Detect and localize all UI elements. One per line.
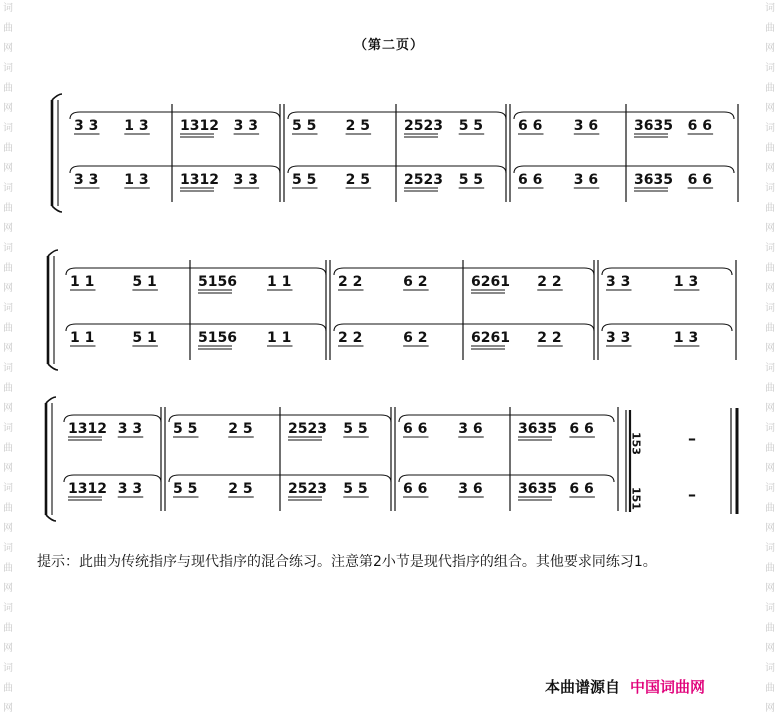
watermark-char: 词 xyxy=(3,363,13,374)
lower-note-group: 2 5 xyxy=(228,481,253,497)
watermark-char: 曲 xyxy=(765,83,775,94)
final-chord-lower: 151 xyxy=(629,487,643,510)
bracket-hook xyxy=(48,364,58,370)
watermark-char: 曲 xyxy=(765,383,775,394)
upper-note-group: 6 6 xyxy=(687,118,712,134)
watermark-char: 网 xyxy=(3,343,13,354)
watermark-char: 网 xyxy=(3,223,13,234)
watermark-char: 网 xyxy=(3,703,13,714)
watermark-char: 词 xyxy=(3,423,13,434)
upper-note-group: 2 2 xyxy=(537,274,562,290)
upper-note-group: 2523 xyxy=(288,421,327,437)
watermark-char: 曲 xyxy=(3,203,13,214)
lower-note-group: 5156 xyxy=(198,330,237,346)
watermark-char: 曲 xyxy=(3,83,13,94)
lower-note-group: 5 1 xyxy=(132,330,157,346)
watermark-char: 曲 xyxy=(3,623,13,634)
source-label: 本曲谱源自 xyxy=(545,678,621,696)
lower-note-group: 1 3 xyxy=(124,172,149,188)
upper-note-group: 2 2 xyxy=(338,274,363,290)
upper-note-group: 3 3 xyxy=(606,274,631,290)
watermark-char: 词 xyxy=(765,183,775,194)
watermark-char: 曲 xyxy=(3,23,13,34)
lower-note-group: 3 3 xyxy=(74,172,99,188)
upper-note-group: 5 5 xyxy=(458,118,484,134)
upper-note-group: 6 6 xyxy=(403,421,428,437)
watermark-char: 网 xyxy=(3,403,13,414)
watermark-char: 网 xyxy=(3,523,13,534)
watermark-char: 网 xyxy=(765,523,775,534)
watermark-char: 网 xyxy=(765,583,775,594)
upper-note-group: 5 5 xyxy=(173,421,198,437)
upper-note-group: 3635 xyxy=(634,118,673,134)
watermark-char: 曲 xyxy=(3,323,13,334)
lower-note-group: 5 5 xyxy=(458,172,484,188)
lower-note-group: 5 5 xyxy=(292,172,317,188)
bracket-hook xyxy=(52,206,62,212)
lower-note-group: 3 6 xyxy=(573,172,599,188)
source-credit xyxy=(545,676,705,697)
upper-note-group: 2 5 xyxy=(345,118,370,134)
lower-note-group: 2523 xyxy=(404,172,443,188)
watermark-char: 网 xyxy=(765,283,775,294)
watermark-char: 词 xyxy=(765,423,775,434)
watermark-char: 曲 xyxy=(3,263,13,274)
watermark-char: 词 xyxy=(3,603,13,614)
practice-hint: 提示：此曲为传统指序与现代指序的混合练习。注意第2小节是现代指序的组合。其他要求同练习1。 xyxy=(37,554,657,570)
lower-note-group: 6 2 xyxy=(403,330,428,346)
lower-note-group: 5 5 xyxy=(173,481,198,497)
upper-note-group: 3 3 xyxy=(117,421,143,437)
watermark-char: 词 xyxy=(3,663,13,674)
watermark-char: 网 xyxy=(765,43,775,54)
upper-note-group: 1312 xyxy=(68,421,107,437)
watermark-char: 词 xyxy=(765,483,775,494)
watermark-char: 词 xyxy=(765,663,775,674)
final-chord-upper: 153 xyxy=(629,432,643,455)
lower-note-group: 6 6 xyxy=(518,172,543,188)
watermark-char: 曲 xyxy=(3,383,13,394)
watermark-char: 网 xyxy=(3,43,13,54)
watermark-char: 词 xyxy=(3,543,13,554)
lower-note-group: 3 3 xyxy=(233,172,258,188)
upper-note-group: 5 1 xyxy=(132,274,157,290)
watermark-char: 曲 xyxy=(3,143,13,154)
watermark-char: 词 xyxy=(765,3,775,14)
watermark-char: 曲 xyxy=(765,443,775,454)
upper-note-group: 3 3 xyxy=(233,118,258,134)
upper-note-group: 6 6 xyxy=(569,421,594,437)
watermark-char: 网 xyxy=(3,463,13,474)
watermark-char: 曲 xyxy=(765,323,775,334)
watermark-char: 词 xyxy=(3,483,13,494)
lower-note-group: 3 3 xyxy=(606,330,631,346)
upper-note-group: 1 3 xyxy=(673,274,699,290)
lower-note-group: 2 2 xyxy=(338,330,363,346)
watermark-char: 网 xyxy=(765,703,775,714)
watermark-char: 网 xyxy=(3,583,13,594)
lower-note-group: 1 1 xyxy=(70,330,95,346)
watermark-char: 曲 xyxy=(3,563,13,574)
watermark-char: 词 xyxy=(765,303,775,314)
upper-note-group: 6 6 xyxy=(518,118,543,134)
watermark-char: 网 xyxy=(765,223,775,234)
upper-note-group: 1 3 xyxy=(124,118,149,134)
watermark-char: 曲 xyxy=(765,683,775,694)
watermark-char: 网 xyxy=(765,463,775,474)
sustain-dash: – xyxy=(688,429,696,448)
lower-note-group: 6261 xyxy=(471,330,510,346)
watermark-char: 词 xyxy=(765,543,775,554)
lower-note-group: 3 6 xyxy=(458,481,483,497)
watermark-char: 网 xyxy=(3,163,13,174)
watermark-char: 词 xyxy=(3,303,13,314)
watermark-char: 词 xyxy=(765,363,775,374)
watermark-char: 曲 xyxy=(765,503,775,514)
watermark-char: 词 xyxy=(3,123,13,134)
lower-note-group: 1312 xyxy=(180,172,219,188)
upper-note-group: 3 6 xyxy=(573,118,599,134)
watermark-char: 曲 xyxy=(3,503,13,514)
lower-note-group: 2 5 xyxy=(345,172,370,188)
lower-note-group: 1 1 xyxy=(267,330,292,346)
lower-note-group: 3 3 xyxy=(117,481,143,497)
watermark-char: 网 xyxy=(765,103,775,114)
source-site-link[interactable]: 中国词曲网 xyxy=(630,678,706,696)
watermark-char: 词 xyxy=(765,603,775,614)
upper-note-group: 3635 xyxy=(518,421,557,437)
upper-note-group: 1 1 xyxy=(70,274,95,290)
watermark-char: 曲 xyxy=(765,563,775,574)
watermark-char: 曲 xyxy=(3,683,13,694)
upper-note-group: 5156 xyxy=(198,274,237,290)
lower-note-group: 2 2 xyxy=(537,330,562,346)
watermark-char: 词 xyxy=(3,183,13,194)
watermark-char: 网 xyxy=(765,403,775,414)
upper-note-group: 2 5 xyxy=(228,421,253,437)
lower-note-group: 6 6 xyxy=(569,481,594,497)
page-number-label: （第二页） xyxy=(353,38,424,53)
lower-note-group: 3635 xyxy=(518,481,557,497)
watermark-char: 网 xyxy=(765,643,775,654)
watermark-char: 网 xyxy=(3,643,13,654)
upper-note-group: 3 6 xyxy=(458,421,483,437)
watermark-char: 网 xyxy=(3,103,13,114)
upper-note-group: 1 1 xyxy=(267,274,292,290)
upper-note-group: 3 3 xyxy=(74,118,99,134)
bracket-hook xyxy=(46,397,56,403)
lower-note-group: 5 5 xyxy=(343,481,368,497)
watermark-char: 曲 xyxy=(765,203,775,214)
watermark-char: 词 xyxy=(765,243,775,254)
sustain-dash: – xyxy=(688,485,696,504)
bracket-hook xyxy=(48,250,58,256)
upper-note-group: 5 5 xyxy=(343,421,368,437)
upper-note-group: 1312 xyxy=(180,118,219,134)
watermark-char: 词 xyxy=(765,123,775,134)
watermark-char: 曲 xyxy=(765,623,775,634)
lower-note-group: 3635 xyxy=(634,172,673,188)
watermark-char: 词 xyxy=(765,63,775,74)
lower-note-group: 6 6 xyxy=(687,172,712,188)
bracket-hook xyxy=(46,515,56,521)
watermark-char: 词 xyxy=(3,243,13,254)
watermark-char: 曲 xyxy=(765,143,775,154)
lower-note-group: 2523 xyxy=(288,481,327,497)
lower-note-group: 1312 xyxy=(68,481,107,497)
watermark-char: 网 xyxy=(765,343,775,354)
watermark-char: 词 xyxy=(3,63,13,74)
watermark-char: 曲 xyxy=(765,263,775,274)
watermark-char: 词 xyxy=(3,3,13,14)
lower-note-group: 1 3 xyxy=(673,330,699,346)
upper-note-group: 6 2 xyxy=(403,274,428,290)
watermark-char: 网 xyxy=(765,163,775,174)
watermark-char: 网 xyxy=(3,283,13,294)
upper-note-group: 5 5 xyxy=(292,118,317,134)
watermark-char: 曲 xyxy=(3,443,13,454)
upper-note-group: 6261 xyxy=(471,274,510,290)
lower-note-group: 6 6 xyxy=(403,481,428,497)
watermark-char: 曲 xyxy=(765,23,775,34)
bracket-hook xyxy=(52,94,62,100)
upper-note-group: 2523 xyxy=(404,118,443,134)
